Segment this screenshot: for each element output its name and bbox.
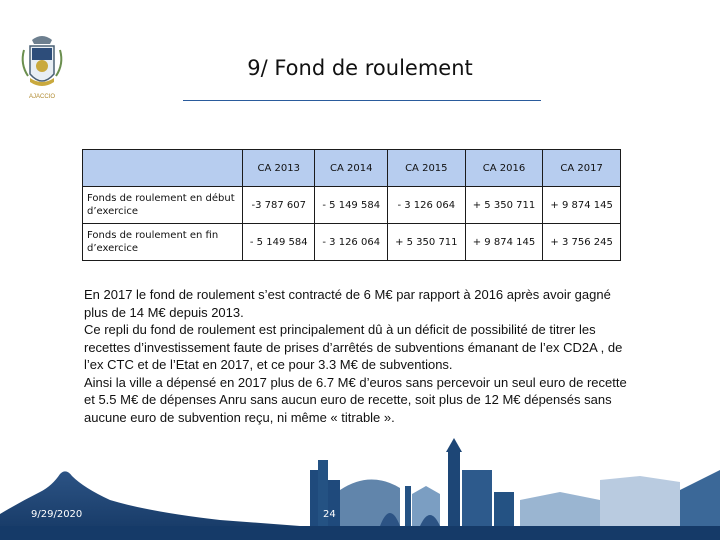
table-cell: - 5 149 584 xyxy=(243,224,315,261)
city-skyline-footer xyxy=(0,430,720,540)
commentary-line: Ainsi la ville a dépensé en 2017 plus de 6.7 M€ d’euros sans percevoir un seul euro de recette et 5.5 M€ de dépenses Anru sans aucun euro de recette, soit plus de 12 M€ dépensés sans aucune euro de subvention reçu, ni même « titrable ». xyxy=(84,374,627,425)
working-capital-table xyxy=(82,149,621,261)
table-cell: - 3 126 064 xyxy=(315,224,387,261)
column-header: CA 2013 xyxy=(243,150,315,187)
tower-icon xyxy=(310,470,318,526)
row-label: Fonds de roulement en début d’exercice xyxy=(83,187,243,224)
title-divider xyxy=(183,100,541,101)
row-label: Fonds de roulement en fin d’exercice xyxy=(83,224,243,261)
page-number: 24 xyxy=(323,509,336,520)
table-cell: -3 787 607 xyxy=(243,187,315,224)
column-header: CA 2016 xyxy=(465,150,543,187)
table-corner-cell xyxy=(83,150,243,187)
table-cell: + 9 874 145 xyxy=(543,187,621,224)
column-header: CA 2015 xyxy=(387,150,465,187)
table-header-row xyxy=(83,150,621,187)
table-cell: + 9 874 145 xyxy=(465,224,543,261)
table-row xyxy=(83,224,621,261)
table-cell: + 3 756 245 xyxy=(543,224,621,261)
table-row xyxy=(83,187,621,224)
column-header: CA 2017 xyxy=(543,150,621,187)
logo-text: AJACCIO xyxy=(28,94,56,100)
commentary-line: En 2017 le fond de roulement s’est contracté de 6 M€ par rapport à 2016 après avoir gagné plus de 14 M€ depuis 2013. xyxy=(84,287,611,320)
footer-date: 9/29/2020 xyxy=(31,509,83,520)
page-title: 9/ Fond de roulement xyxy=(247,56,473,80)
table-cell: + 5 350 711 xyxy=(465,187,543,224)
church-tower-icon xyxy=(448,450,460,526)
column-header: CA 2014 xyxy=(315,150,387,187)
commentary-text xyxy=(84,286,629,426)
table-cell: - 5 149 584 xyxy=(315,187,387,224)
table-cell: + 5 350 711 xyxy=(387,224,465,261)
table-cell: - 3 126 064 xyxy=(387,187,465,224)
commentary-line: Ce repli du fond de roulement est principalement dû à un déficit de possibilité de titrer les recettes d’investissement faute de prises d’arrêtés de subventions émanant de l’ex CD2A , de l’ex CTC et de l’Etat en 2017, et ce pour 3.3 M€ de subventions. xyxy=(84,322,623,372)
